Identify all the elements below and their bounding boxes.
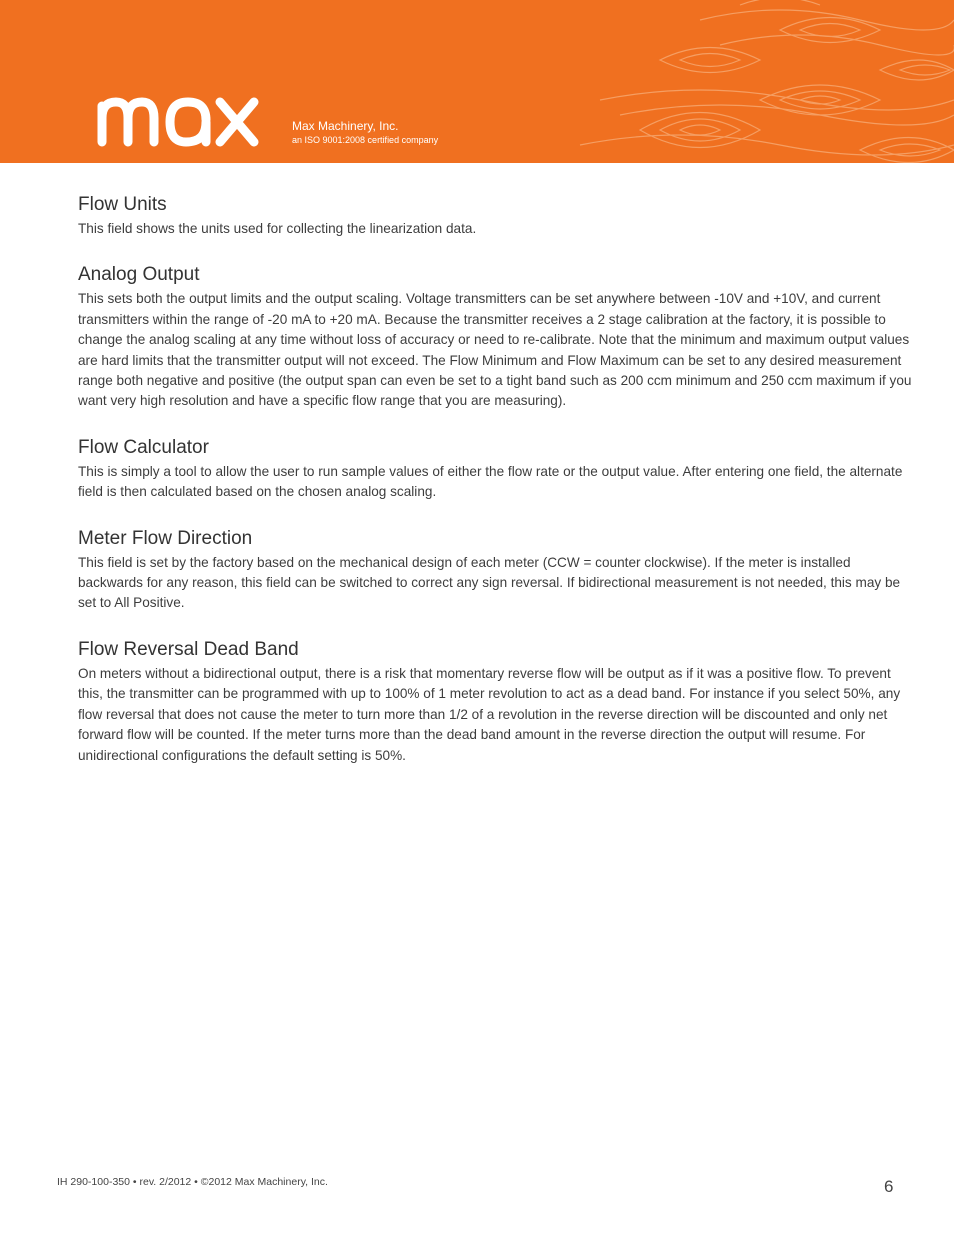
- section-text: This sets both the output limits and the output scaling. Voltage transmitters can be set anywhere between -10V and +10V, and current transmitters within the range of -20 mA to +20 mA. Because the transmitter receives a 2 stage calibration at the factory, it is possible to change the analog scaling at any time without loss of accuracy or need to re-calibrate. Note that the minimum and maximum output values are hard limits that the transmitter output will not exceed. The Flow Minimum and Flow Maximum can be set to any desired measurement range both negative and positive (the output span can even be set to a tight band such as 200 ccm minimum and 250 ccm maximum if you want very high resolution and have a specific flow range that you are measuring).: [78, 291, 912, 409]
- section-meter-flow-direction: [78, 527, 918, 614]
- max-logo: [96, 88, 260, 148]
- document-footer-info: IH 290-100-350 • rev. 2/2012 • ©2012 Max Machinery, Inc.: [57, 1176, 328, 1188]
- header-banner: [0, 0, 954, 163]
- section-heading: Flow Calculator: [78, 436, 209, 458]
- section-heading: Flow Reversal Dead Band: [78, 638, 299, 660]
- section-text: This field is set by the factory based on the mechanical design of each meter (CCW = counter clockwise). If the meter is installed backwards for any reason, this field can be switched to correct any sign reversal. If bidirectional measurement is not needed, this may be set to All Positive.: [78, 554, 901, 611]
- section-heading: Analog Output: [78, 264, 200, 286]
- company-tagline: an ISO 9001:2008 certified company: [292, 135, 439, 145]
- section-text: This field shows the units used for collecting the linearization data.: [78, 221, 477, 236]
- section-text: This is simply a tool to allow the user to run sample values of either the flow rate or the output value. After entering one field, the alternate field is then calculated based on the chosen analog scaling.: [78, 463, 903, 500]
- company-name: Max Machinery, Inc.: [292, 119, 399, 133]
- section-heading: Flow Units: [78, 194, 167, 215]
- page-number: 6: [884, 1177, 894, 1196]
- section-flow-reversal-dead-band: [78, 638, 918, 766]
- company-info: [292, 119, 438, 146]
- section-flow-calculator: [78, 436, 918, 503]
- section-text: On meters without a bidirectional output, there is a risk that momentary reverse flow will be output as if it was a positive flow. To prevent this, the transmitter can be programmed with up to 100% of 1 meter revolution to act as a dead band. For instance if you select 50%, any flow reversal that does not cause the meter to turn more than 1/2 of a revolution in the reverse direction will be discounted and only net forward flow will be counted. If the meter turns more than the dead band amount in the reverse direction the output will resume. For unidirectional configurations the default setting is 50%.: [78, 665, 901, 763]
- section-heading: Meter Flow Direction: [78, 527, 253, 549]
- section-analog-output: [78, 263, 918, 411]
- section-flow-units: [78, 193, 918, 239]
- document-body: [78, 193, 918, 790]
